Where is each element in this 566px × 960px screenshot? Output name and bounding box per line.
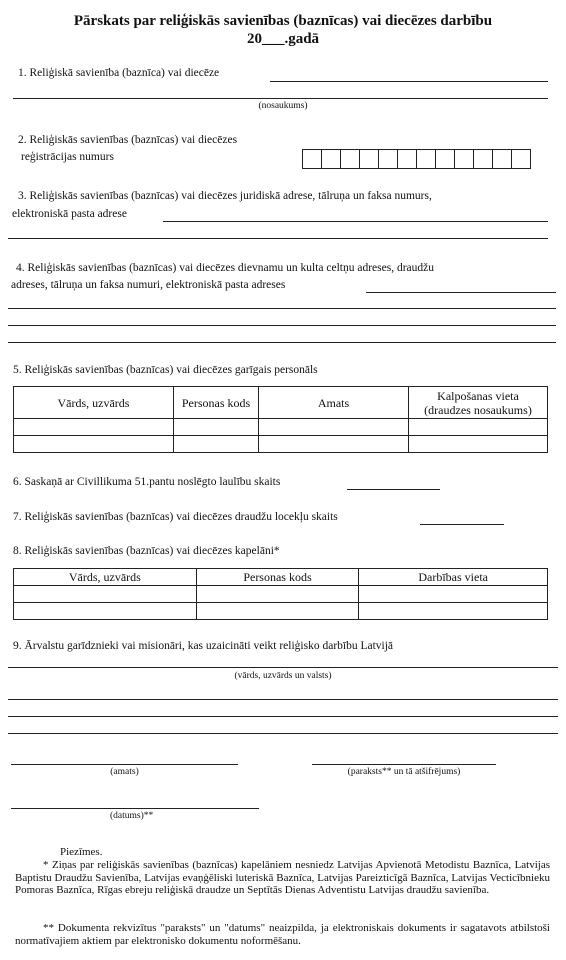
clergy-table	[13, 386, 548, 453]
registration-digit-box[interactable]	[302, 149, 322, 169]
table-cell[interactable]	[259, 436, 409, 453]
table-cell[interactable]	[196, 586, 359, 603]
table-cell[interactable]	[409, 419, 548, 436]
question-7-label: 7. Reliģiskās savienības (baznīcas) vai diecēzes draudžu locekļu skaits	[13, 511, 338, 523]
table-row	[14, 603, 548, 620]
question-2-label-line2: reģistrācijas numurs	[21, 151, 114, 163]
chaplains-table	[13, 568, 548, 620]
registration-digit-box[interactable]	[435, 149, 455, 169]
registration-digit-box[interactable]	[511, 149, 531, 169]
question-8-label: 8. Reliģiskās savienības (baznīcas) vai diecēzes kapelāni*	[13, 545, 280, 557]
question-4-label-line1: 4. Reliģiskās savienības (baznīcas) vai diecēzes dievnamu un kulta celtņu adreses, draudžu	[16, 262, 435, 274]
table-cell[interactable]	[14, 419, 174, 436]
table-cell[interactable]	[259, 419, 409, 436]
question-9-input-line-2[interactable]	[8, 699, 558, 700]
question-4-input-line[interactable]	[366, 292, 556, 293]
question-3-input-line[interactable]	[163, 221, 548, 222]
registration-digit-box[interactable]	[359, 149, 379, 169]
column-header-name: Vārds, uzvārds	[14, 569, 197, 586]
signature-input-line[interactable]	[312, 764, 496, 765]
question-4-input-line-3[interactable]	[8, 325, 556, 326]
question-3-label-line1: 3. Reliģiskās savienības (baznīcas) vai diecēzes juridiskā adrese, tālruņa un faksa numurs,	[18, 190, 432, 202]
note-1: * Ziņas par reliģiskās savienības (baznīcas) kapelāniem nesniedz Latvijas Apvienotā Metodistu Baznīca, Latvijas Baptistu Draudžu Savienība, Latvijas evaņģēliski luteriskā Baznīca, Latvijas Pareizticīgā Baznīca, Latvijas Vecticībnieku Pomoras Baznīca, Rīgas ebreju reliģiskā draudze un Septītās Dienas Adventistu Latvijas draudžu savienība.	[15, 859, 550, 897]
date-input-line[interactable]	[11, 808, 259, 809]
question-1-input-line[interactable]	[270, 81, 548, 82]
form-year: 20___.gadā	[246, 31, 320, 47]
note-2: ** Dokumenta rekvizītus "paraksts" un "datums" neaizpilda, ja elektroniskais dokuments ir sagatavots atbilstoši normatīvajiem aktiem par elektronisko dokumentu noformēšanu.	[15, 922, 550, 947]
registration-digit-box[interactable]	[454, 149, 474, 169]
notes-heading: Piezīmes.	[60, 846, 103, 858]
position-input-line[interactable]	[11, 764, 238, 765]
question-4-input-line-2[interactable]	[8, 308, 556, 309]
column-header-personal-code: Personas kods	[196, 569, 359, 586]
question-9-label: 9. Ārvalstu garīdznieki vai misionāri, kas uzaicināti veikt reliģisko darbību Latvijā	[13, 640, 394, 652]
table-cell[interactable]	[196, 603, 359, 620]
table-row	[14, 419, 548, 436]
question-6-label: 6. Saskaņā ar Civillikuma 51.pantu noslēgto laulību skaits	[13, 476, 281, 488]
column-header-personal-code: Personas kods	[174, 387, 259, 419]
table-cell[interactable]	[174, 419, 259, 436]
date-caption: (datums)**	[110, 811, 154, 821]
form-title: Pārskats par reliģiskās savienības (baznīcas) vai diecēzes darbību	[73, 13, 493, 29]
column-header-place-of-activity: Darbības vieta	[359, 569, 548, 586]
registration-digit-box[interactable]	[473, 149, 493, 169]
question-7-input-line[interactable]	[420, 524, 504, 525]
question-3-label-line2: elektroniskā pasta adrese	[12, 208, 127, 220]
position-caption: (amats)	[110, 767, 139, 777]
question-2-label-line1: 2. Reliģiskās savienības (baznīcas) vai diecēzes	[18, 134, 238, 146]
table-cell[interactable]	[174, 436, 259, 453]
registration-digit-box[interactable]	[492, 149, 512, 169]
question-1-input-line-2[interactable]	[13, 98, 548, 99]
table-cell[interactable]	[14, 603, 197, 620]
question-1-caption: (nosaukums)	[258, 101, 308, 111]
table-cell[interactable]	[359, 586, 548, 603]
table-cell[interactable]	[409, 436, 548, 453]
registration-digit-box[interactable]	[340, 149, 360, 169]
question-9-input-line-4[interactable]	[8, 733, 558, 734]
registration-digit-box[interactable]	[397, 149, 417, 169]
question-4-input-line-4[interactable]	[8, 342, 556, 343]
question-4-label-line2: adreses, tālruņa un faksa numuri, elektroniskā pasta adreses	[11, 279, 286, 291]
table-cell[interactable]	[359, 603, 548, 620]
question-9-caption: (vārds, uzvārds un valsts)	[234, 671, 332, 681]
table-row	[14, 586, 548, 603]
question-6-input-line[interactable]	[347, 489, 440, 490]
column-header-name: Vārds, uzvārds	[14, 387, 174, 419]
registration-digit-box[interactable]	[416, 149, 436, 169]
registration-digit-box[interactable]	[321, 149, 341, 169]
question-5-label: 5. Reliģiskās savienības (baznīcas) vai diecēzes garīgais personāls	[13, 364, 318, 376]
question-9-input-line-3[interactable]	[8, 716, 558, 717]
question-3-input-line-2[interactable]	[8, 238, 548, 239]
signature-caption: (paraksts** un tā atšifrējums)	[347, 767, 461, 777]
column-header-place-of-service: Kalpošanas vieta (draudzes nosaukums)	[409, 387, 548, 419]
column-header-position: Amats	[259, 387, 409, 419]
table-row	[14, 436, 548, 453]
table-cell[interactable]	[14, 436, 174, 453]
registration-digit-box[interactable]	[378, 149, 398, 169]
question-9-input-line[interactable]	[8, 667, 558, 668]
question-1-label: 1. Reliģiskā savienība (baznīca) vai diecēze	[18, 67, 220, 79]
table-cell[interactable]	[14, 586, 197, 603]
